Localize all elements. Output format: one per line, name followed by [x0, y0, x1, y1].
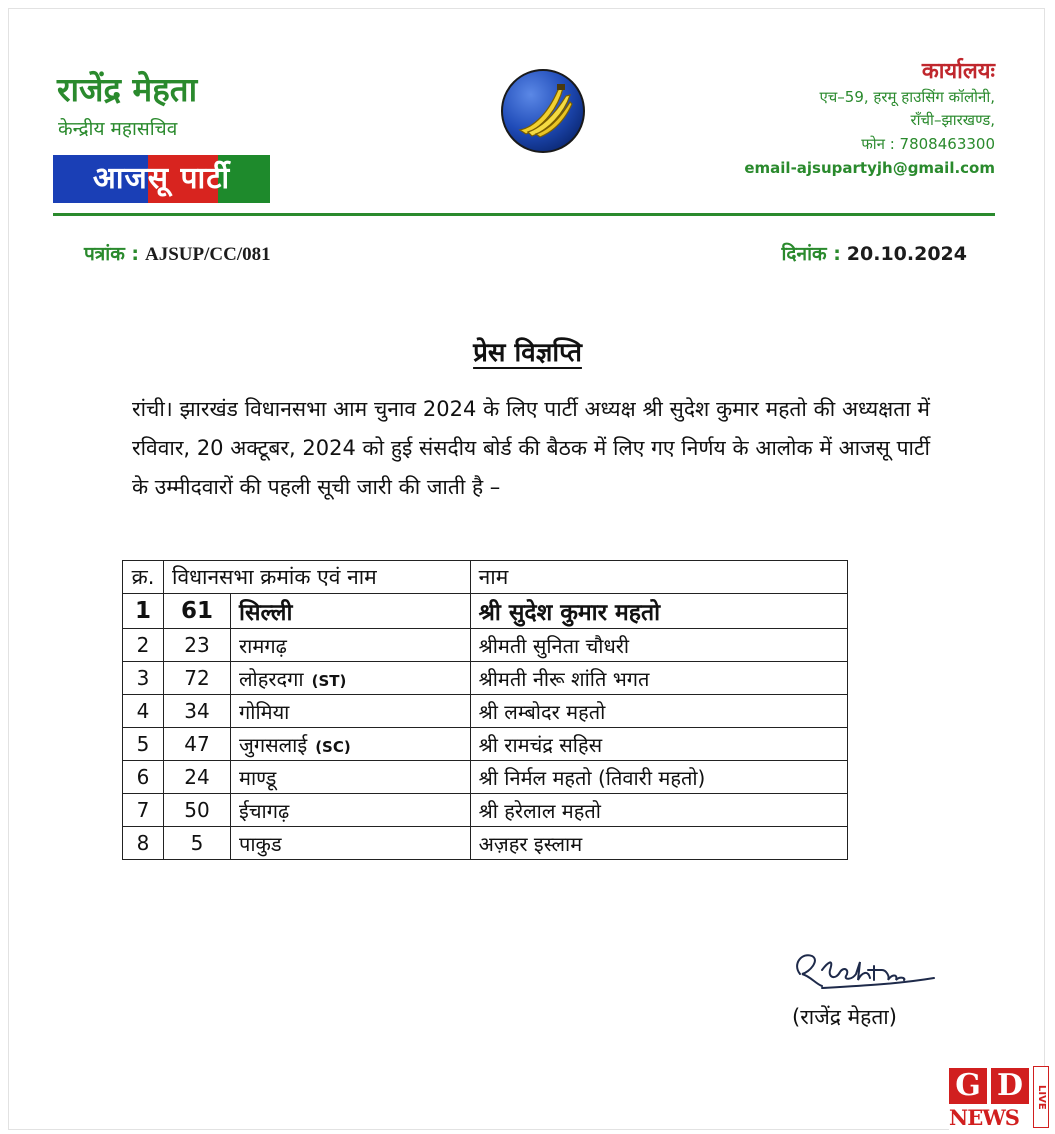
header-divider [53, 213, 995, 216]
candidate-name-cell: श्री लम्बोदर महतो [470, 695, 847, 728]
table-row [123, 629, 848, 662]
constituency-name: लोहरदगा [239, 666, 304, 691]
header-candidate: नाम [470, 561, 847, 594]
office-title: कार्यालयः [921, 59, 995, 84]
party-logo-text: आजसू पार्टी [92, 161, 231, 196]
constituency-name-cell [231, 728, 471, 761]
sender-designation: केन्द्रीय महासचिव [58, 118, 178, 140]
candidate-name-cell: श्री निर्मल महतो (तिवारी महतो) [470, 761, 847, 794]
press-release-body: रांची। झारखंड विधानसभा आम चुनाव 2024 के लिए पार्टी अध्यक्ष श्री सुदेश कुमार महतो की अध्यक्षता में रविवार, 20 अक्टूबर, 2024 को हुई संसदीय बोर्ड की बैठक में लिए गए निर्णय के आलोक में आजसू पार्टी के उम्मीदवारों की पहली सूची जारी की जाती है – [132, 397, 930, 499]
constituency-name: रामगढ़ [239, 633, 287, 658]
serial-cell: 1 [123, 594, 164, 629]
serial-cell: 8 [123, 827, 164, 860]
candidate-name-cell: श्री रामचंद्र सहिस [470, 728, 847, 761]
watermark-news-text: NEWS [949, 1105, 1019, 1130]
letter-date [782, 240, 967, 266]
constituency-number-cell: 50 [164, 794, 231, 827]
constituency-name: पाकुड [239, 831, 282, 856]
candidate-name-cell: श्रीमती सुनिता चौधरी [470, 629, 847, 662]
constituency-number-cell: 47 [164, 728, 231, 761]
serial-cell: 6 [123, 761, 164, 794]
table-row [123, 594, 848, 629]
constituency-name-cell [231, 827, 471, 860]
office-phone: फोन : 7808463300 [861, 135, 995, 153]
reference-number [84, 240, 271, 266]
constituency-name-cell [231, 794, 471, 827]
constituency-number-cell: 34 [164, 695, 231, 728]
candidate-name-cell: श्री सुदेश कुमार महतो [470, 594, 847, 629]
candidate-name-cell: श्री हरेलाल महतो [470, 794, 847, 827]
document-title: प्रेस विज्ञप्ति [473, 338, 582, 368]
reference-value: AJSUP/CC/081 [145, 244, 271, 265]
serial-cell: 2 [123, 629, 164, 662]
candidate-name-cell: अज़हर इस्लाम [470, 827, 847, 860]
table-row [123, 662, 848, 695]
constituency-name-cell [231, 761, 471, 794]
signer-name: (राजेंद्र मेहता) [792, 1005, 897, 1029]
office-address-line2: राँची–झारखण्ड, [910, 111, 995, 129]
header-serial: क्र. [123, 561, 164, 594]
table-row [123, 794, 848, 827]
date-label: दिनांक : [781, 243, 841, 265]
constituency-name: ईचागढ़ [239, 798, 290, 823]
party-logo [53, 155, 270, 203]
serial-cell: 5 [123, 728, 164, 761]
watermark-letter-g: G [949, 1068, 987, 1104]
header-constituency: विधानसभा क्रमांक एवं नाम [164, 561, 471, 594]
party-emblem-banana-icon [500, 68, 586, 154]
sender-name: राजेंद्र मेहता [57, 70, 198, 109]
constituency-number-cell: 24 [164, 761, 231, 794]
table-row [123, 728, 848, 761]
constituency-name: माण्डू [239, 765, 277, 790]
table-header-row [123, 561, 848, 594]
reserved-category-badge: (ST) [311, 671, 347, 690]
office-address-line1: एच–59, हरमू हाउसिंग कॉलोनी, [819, 88, 995, 106]
table-row [123, 827, 848, 860]
serial-cell: 7 [123, 794, 164, 827]
reference-label: पत्रांक : [84, 243, 140, 265]
candidate-name-cell: श्रीमती नीरू शांति भगत [470, 662, 847, 695]
table-row [123, 695, 848, 728]
constituency-number-cell: 61 [164, 594, 231, 629]
constituency-number-cell: 72 [164, 662, 231, 695]
constituency-number-cell: 23 [164, 629, 231, 662]
constituency-name-cell [231, 629, 471, 662]
candidate-table [122, 560, 848, 860]
gd-news-live-watermark [949, 1066, 1053, 1132]
constituency-name-cell [231, 662, 471, 695]
office-email: email-ajsupartyjh@gmail.com [744, 159, 995, 177]
date-value: 20.10.2024 [846, 243, 967, 265]
reserved-category-badge: (SC) [315, 737, 351, 756]
constituency-name-cell [231, 695, 471, 728]
constituency-number-cell: 5 [164, 827, 231, 860]
serial-cell: 3 [123, 662, 164, 695]
watermark-letter-d: D [991, 1068, 1029, 1104]
table-row [123, 761, 848, 794]
handwritten-signature [788, 940, 938, 995]
constituency-name: सिल्ली [239, 600, 293, 626]
constituency-name-cell [231, 594, 471, 629]
serial-cell: 4 [123, 695, 164, 728]
watermark-live-label: LIVE [1033, 1066, 1049, 1128]
constituency-name: जुगसलाई [239, 732, 308, 757]
constituency-name: गोमिया [239, 699, 290, 724]
